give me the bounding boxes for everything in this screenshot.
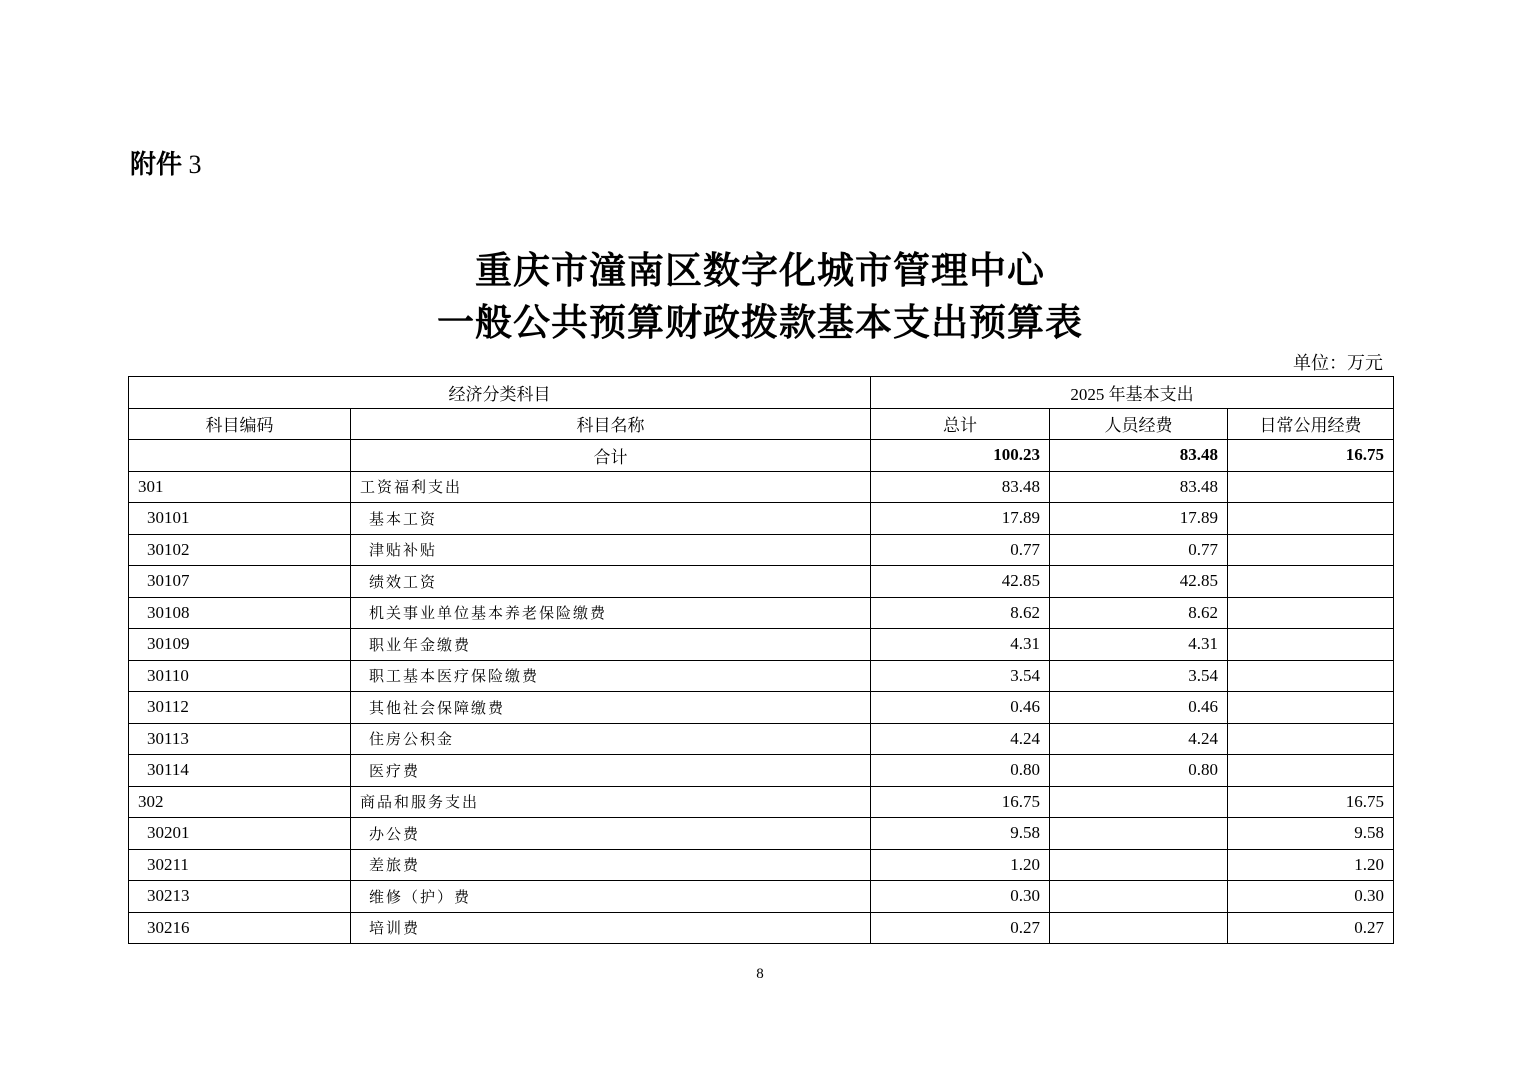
row-personnel: 17.89 <box>1050 503 1228 535</box>
row-personnel: 83.48 <box>1050 471 1228 503</box>
table-row <box>129 912 1394 944</box>
budget-table <box>128 376 1394 944</box>
column-header-public: 日常公用经费 <box>1228 408 1394 440</box>
row-total: 0.80 <box>871 755 1050 787</box>
row-public <box>1228 660 1394 692</box>
row-total: 0.77 <box>871 534 1050 566</box>
row-public: 9.58 <box>1228 818 1394 850</box>
group-header-economic: 经济分类科目 <box>129 377 871 409</box>
row-total: 17.89 <box>871 503 1050 535</box>
table-row <box>129 692 1394 724</box>
table-row <box>129 723 1394 755</box>
row-personnel <box>1050 849 1228 881</box>
row-code: 30216 <box>129 912 351 944</box>
table-row <box>129 786 1394 818</box>
row-code: 30211 <box>129 849 351 881</box>
row-name: 职工基本医疗保险缴费 <box>351 660 871 692</box>
row-name: 绩效工资 <box>351 566 871 598</box>
attachment-number: 3 <box>188 150 202 179</box>
row-name: 差旅费 <box>351 849 871 881</box>
table-row <box>129 881 1394 913</box>
row-total: 0.46 <box>871 692 1050 724</box>
summary-row <box>129 440 1394 472</box>
row-code: 30101 <box>129 503 351 535</box>
row-public <box>1228 471 1394 503</box>
row-public <box>1228 755 1394 787</box>
table-row <box>129 629 1394 661</box>
row-name: 工资福利支出 <box>351 471 871 503</box>
group-header-row <box>129 377 1394 409</box>
row-public <box>1228 692 1394 724</box>
row-total: 9.58 <box>871 818 1050 850</box>
row-code: 301 <box>129 471 351 503</box>
row-code: 30108 <box>129 597 351 629</box>
summary-code <box>129 440 351 472</box>
row-public <box>1228 503 1394 535</box>
row-code: 30213 <box>129 881 351 913</box>
row-personnel: 3.54 <box>1050 660 1228 692</box>
column-header-row <box>129 408 1394 440</box>
row-name: 机关事业单位基本养老保险缴费 <box>351 597 871 629</box>
row-code: 30114 <box>129 755 351 787</box>
row-total: 42.85 <box>871 566 1050 598</box>
row-code: 30201 <box>129 818 351 850</box>
row-public: 16.75 <box>1228 786 1394 818</box>
table-row <box>129 471 1394 503</box>
summary-total: 100.23 <box>871 440 1050 472</box>
column-header-total: 总计 <box>871 408 1050 440</box>
row-personnel: 4.31 <box>1050 629 1228 661</box>
summary-personnel: 83.48 <box>1050 440 1228 472</box>
table-row <box>129 534 1394 566</box>
row-total: 3.54 <box>871 660 1050 692</box>
row-public <box>1228 629 1394 661</box>
row-public: 1.20 <box>1228 849 1394 881</box>
row-personnel <box>1050 912 1228 944</box>
row-personnel: 0.46 <box>1050 692 1228 724</box>
summary-public: 16.75 <box>1228 440 1394 472</box>
row-public: 0.27 <box>1228 912 1394 944</box>
row-public <box>1228 723 1394 755</box>
attachment-label <box>130 144 202 181</box>
row-personnel: 0.77 <box>1050 534 1228 566</box>
row-name: 津贴补贴 <box>351 534 871 566</box>
row-personnel <box>1050 818 1228 850</box>
row-total: 8.62 <box>871 597 1050 629</box>
row-name: 办公费 <box>351 818 871 850</box>
row-code: 30110 <box>129 660 351 692</box>
row-total: 4.31 <box>871 629 1050 661</box>
row-total: 83.48 <box>871 471 1050 503</box>
row-code: 30112 <box>129 692 351 724</box>
row-personnel <box>1050 786 1228 818</box>
attachment-label-text: 附件 <box>130 150 183 179</box>
row-code: 30102 <box>129 534 351 566</box>
row-name: 培训费 <box>351 912 871 944</box>
row-name: 职业年金缴费 <box>351 629 871 661</box>
table-row <box>129 818 1394 850</box>
title-line-1: 重庆市潼南区数字化城市管理中心 <box>475 251 1045 292</box>
row-name: 维修（护）费 <box>351 881 871 913</box>
row-name: 其他社会保障缴费 <box>351 692 871 724</box>
row-personnel: 4.24 <box>1050 723 1228 755</box>
row-public <box>1228 597 1394 629</box>
column-header-personnel: 人员经费 <box>1050 408 1228 440</box>
row-code: 30107 <box>129 566 351 598</box>
table-row <box>129 849 1394 881</box>
row-public <box>1228 566 1394 598</box>
table-row <box>129 755 1394 787</box>
row-total: 1.20 <box>871 849 1050 881</box>
page-number: 8 <box>756 966 764 982</box>
unit-label: 单位：万元 <box>1293 353 1383 373</box>
table-row <box>129 503 1394 535</box>
row-personnel: 8.62 <box>1050 597 1228 629</box>
row-name: 基本工资 <box>351 503 871 535</box>
summary-name: 合计 <box>351 440 871 472</box>
row-public: 0.30 <box>1228 881 1394 913</box>
row-personnel: 0.80 <box>1050 755 1228 787</box>
row-total: 16.75 <box>871 786 1050 818</box>
title-line-2: 一般公共预算财政拨款基本支出预算表 <box>437 303 1083 344</box>
column-header-name: 科目名称 <box>351 408 871 440</box>
table-row <box>129 597 1394 629</box>
row-total: 0.27 <box>871 912 1050 944</box>
table-row <box>129 660 1394 692</box>
row-code: 30109 <box>129 629 351 661</box>
row-personnel <box>1050 881 1228 913</box>
column-header-code: 科目编码 <box>129 408 351 440</box>
table-row <box>129 566 1394 598</box>
group-header-basic-expenditure: 2025 年基本支出 <box>871 377 1394 409</box>
row-name: 医疗费 <box>351 755 871 787</box>
row-personnel: 42.85 <box>1050 566 1228 598</box>
row-public <box>1228 534 1394 566</box>
row-code: 30113 <box>129 723 351 755</box>
row-name: 商品和服务支出 <box>351 786 871 818</box>
row-name: 住房公积金 <box>351 723 871 755</box>
row-code: 302 <box>129 786 351 818</box>
row-total: 4.24 <box>871 723 1050 755</box>
row-total: 0.30 <box>871 881 1050 913</box>
